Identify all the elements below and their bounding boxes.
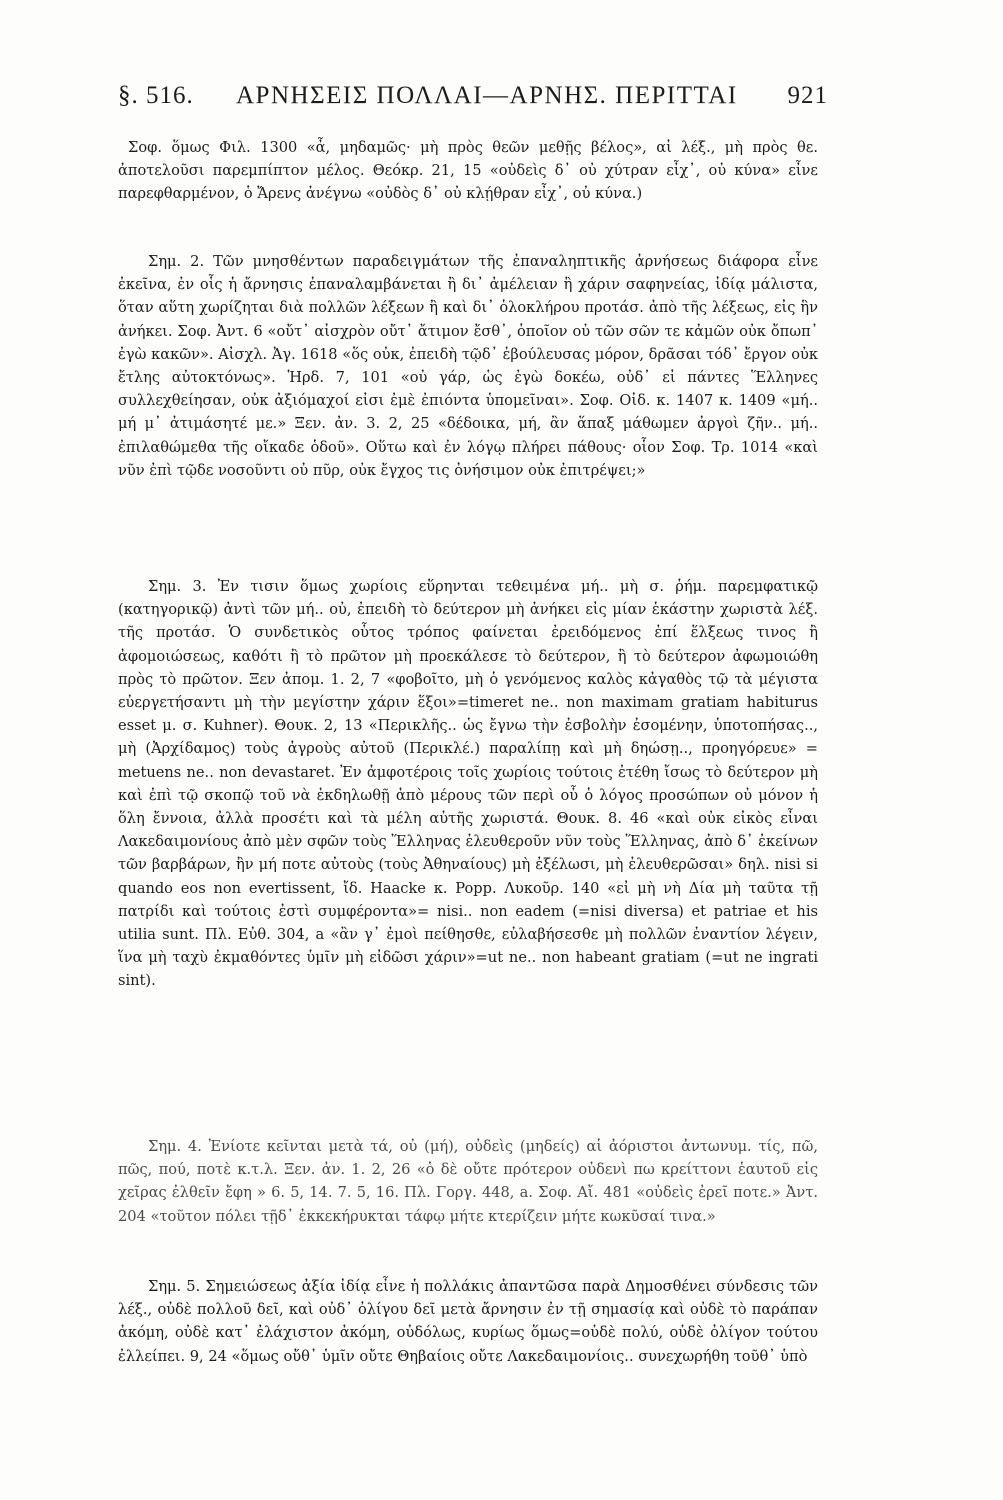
- note-label: Σημ. 3.: [148, 578, 207, 595]
- note-label: Σημ. 4.: [148, 1138, 202, 1155]
- note-label: Σημ. 5.: [148, 1278, 201, 1295]
- paragraph-text: Σοφ. ὅμως Φιλ. 1300 «ἆ, μηδαμῶς· μὴ πρὸς θεῶν μεθῇς βέλος», αἱ λέξ., μὴ πρὸς θε. ἀποτελοῦσι παρεμπίπτον μέλος. Θεόκρ. 21, 15 «οὐδεὶς δ᾽ οὐ χύτραν εἶχ᾽, οὐ κύνα» εἶνε παρεφθαρμένον, ὁ Ἄρενς ἀνέγνω «οὐδὸς δ᾽ οὐ κλῄθραν εἶχ᾽, οὐ κύνα.): [118, 139, 818, 203]
- running-header: [118, 82, 828, 116]
- page-number: 921: [787, 82, 828, 109]
- page: [118, 0, 828, 1500]
- note-text: Ἐνίοτε κεῖνται μετὰ τά, οὐ (μή), οὐδεὶς (μηδείς) αἱ ἀόριστοι ἀντωνυμ. τίς, πῶ, πῶς, πού, ποτὲ κ.τ.λ. Ξεν. ἀν. 1. 2, 26 «ὁ δὲ οὔτε πρότερον οὐδενὶ πω κρείττονι ἑαυτοῦ εἰς χεῖρας ἐλθεῖν ἔφη » 6. 5, 14. 7. 5, 16. Πλ. Γοργ. 448, a. Σοφ. Αἴ. 481 «οὐδεὶς ἐρεῖ ποτε.» Ἀντ. 204 «τοῦτον πόλει τῇδ᾽ ἐκκεκήρυκται τάφῳ μήτε κτερίζειν μήτε κωκῦσαί τινα.»: [118, 1138, 818, 1225]
- running-title: ΑΡΝΗΣΕΙΣ ΠΟΛΛΑΙ—ΑΡΝΗΣ. ΠΕΡΙΤΤΑΙ: [236, 82, 738, 109]
- note-3: [118, 575, 818, 993]
- note-text: Σημειώσεως ἀξία ἰδίᾳ εἶνε ἡ πολλάκις ἀπαντῶσα παρὰ Δημοσθένει σύνδεσις τῶν λέξ., οὐδὲ πολλοῦ δεῖ, καὶ οὐδ᾽ ὀλίγου δεῖ μετὰ ἄρνησιν ἐν τῇ σημασίᾳ καὶ οὐδὲ τὸ παράπαν ἀκόμη, οὐδὲ κατ᾽ ἐλάχιστον ἀκόμη, οὐδόλως, κυρίως ὅμως=οὐδὲ πολύ, οὐδὲ ὀλίγον τούτου ἐλλείπει. 9, 24 «ὅμως οὔθ᾽ ὑμῖν οὔτε Θηβαίοις οὔτε Λακεδαιμονίοις.. συνεχωρήθη τοῦθ᾽ ὑπὸ: [118, 1278, 819, 1365]
- note-text: Ἐν τισιν ὅμως χωρίοις εὕρηνται τεθειμένα μή.. μὴ σ. ῥήμ. παρεμφατικῷ (κατηγορικῷ) ἀντὶ τῶν μή.. οὐ, ἐπειδὴ τὸ δεύτερον μὴ ἀνήκει εἰς μίαν ἑκάστην χωριστὰ λέξ. τῆς προτάσ. Ὁ συνδετικὸς οὗτος τρόπος φαίνεται ἐρειδόμενος ἐπί ἕλξεως τινος ἢ ἀφομοιώσεως, καθότι ἢ τὸ πρῶτον μὴ προεκάλεσε τὸ δεύτερον, ἢ τὸ δεύτερον ἀφωμοιώθη πρὸς τὸ πρῶτον. Ξεν ἀπομ. 1. 2, 7 «φοβοῖτο, μὴ ὁ γενόμενος καλὸς κἀγαθὸς τῷ τὰ μέγιστα εὐεργετήσαντι μὴ τὴν μεγίστην χάριν ἕξοι»=timeret ne.. non maximam gratiam habiturus esset μ. σ. Kuhner). Θουκ. 2, 13 «Περικλῆς.. ὡς ἔγνω τὴν ἐσβολὴν ἐσομένην, ὑποτοπήσας.., μὴ (Ἀρχίδαμος) τοὺς ἀγροὺς αὐτοῦ (Περικλέ.) παραλίπῃ καὶ μὴ δηώσῃ.., προηγόρευε» = metuens ne.. non devastaret. Ἐν ἀμφοτέροις τοῖς χωρίοις τούτοις ἐτέθη ἴσως τὸ δεύτερον μὴ καὶ ἐπὶ τῷ σκοπῷ τοῦ νὰ ἐκδηλωθῇ ἀπὸ μέρους τῶν περὶ οὗ ὁ λόγος προσώπων οὐ μόνον ἡ ὅλη ἔννοια, ἀλλὰ προσέτι καὶ τὰ μέλη αὐτῆς χωριστά. Θουκ. 8. 46 «καὶ οὐκ εἰκὸς εἶναι Λακεδαιμονίους ἀπὸ μὲν σφῶν τοὺς Ἕλληνας ἐλευθεροῦν νῦν τοὺς Ἕλληνας, ἀπὸ δ᾽ ἐκείνων τῶν βαρβάρων, ἢν μή ποτε αὐτοὺς (τοὺς Ἀθηναίους) μὴ ἐξέλωσι, μὴ ἐλευθερῶσαι» δηλ. nisi si quando eos non evertissent, ἴδ. Haacke κ. Popp. Λυκοῦρ. 140 «εἰ μὴ νὴ Δία μὴ ταῦτα τῇ πατρίδι καὶ τούτοις ἐστὶ συμφέροντα»= nisi.. non eadem (=nisi diversa) et patriae et his utilia sunt. Πλ. Εὐθ. 304, a «ἂν γ᾽ ἐμοὶ πείθησθε, εὐλαβήσεσθε μὴ πολλῶν ἐναντίον λέγειν, ἵνα μὴ ταχὺ ἐκμαθόντες ὑμῖν μὴ εἰδῶσι χάριν»=ut ne.. non habeant gratiam (=ut ne ingrati sint).: [118, 578, 819, 990]
- note-text: Τῶν μνησθέντων παραδειγμάτων τῆς ἐπαναληπτικῆς ἀρνήσεως διάφορα εἶνε ἐκεῖνα, ἐν οἷς ἡ ἄρνησις ἐπαναλαμβάνεται ἢ δι᾽ ἀμέλειαν ἢ χάριν σαφηνείας, ἰδίᾳ μάλιστα, ὅταν αὕτη χωρίζηται διὰ πολλῶν λέξεων ἢ καὶ δι᾽ ὁλοκλήρου προτάσ. ἀπὸ τῆς λέξεως, εἰς ἣν ἀνήκει. Σοφ. Ἀντ. 6 «οὔτ᾽ αἰσχρὸν οὔτ᾽ ἄτιμον ἔσθ᾽, ὁποῖον οὐ τῶν σῶν τε κἀμῶν οὐκ ὄπωπ᾽ ἐγὼ κακῶν». Αἰσχλ. Ἀγ. 1618 «ὅς οὐκ, ἐπειδὴ τῷδ᾽ ἐβούλευσας μόρον, δρᾶσαι τόδ᾽ ἔργον οὐκ ἔτλης αὐτοκτόνως». Ἡρδ. 7, 101 «οὐ γάρ, ὡς ἐγὼ δοκέω, οὐδ᾽ εἰ πάντες Ἕλληνες συλλεχθείησαν, οὐκ ἀξιόμαχοί εἰσι ἐμὲ ἐπιόντα ὑπομεῖναι». Σοφ. Οἰδ. κ. 1407 κ. 1409 «μή.. μή μ᾽ ἀτιμάσητέ με.» Ξεν. ἀν. 3. 2, 25 «δέδοικα, μή, ἂν ἅπαξ μάθωμεν ἀργοὶ ζῆν.. μή.. ἐπιλαθώμεθα τῆς οἴκαδε ὁδοῦ». Οὕτω καὶ ἐν λόγῳ πλήρει πάθους· οἷον Σοφ. Τρ. 1014 «καὶ νῦν ἐπὶ τῷδε νοσοῦντι οὐ πῦρ, οὐκ ἔγχος τις ὀνήσιμον οὐκ ἐπιτρέψει;»: [118, 253, 818, 479]
- note-4: [118, 1135, 818, 1228]
- note-5: [118, 1275, 818, 1368]
- paragraph-continued: [118, 136, 818, 206]
- note-label: Σημ. 2.: [148, 253, 205, 270]
- note-2: [118, 250, 818, 482]
- section-number: §. 516.: [118, 82, 194, 109]
